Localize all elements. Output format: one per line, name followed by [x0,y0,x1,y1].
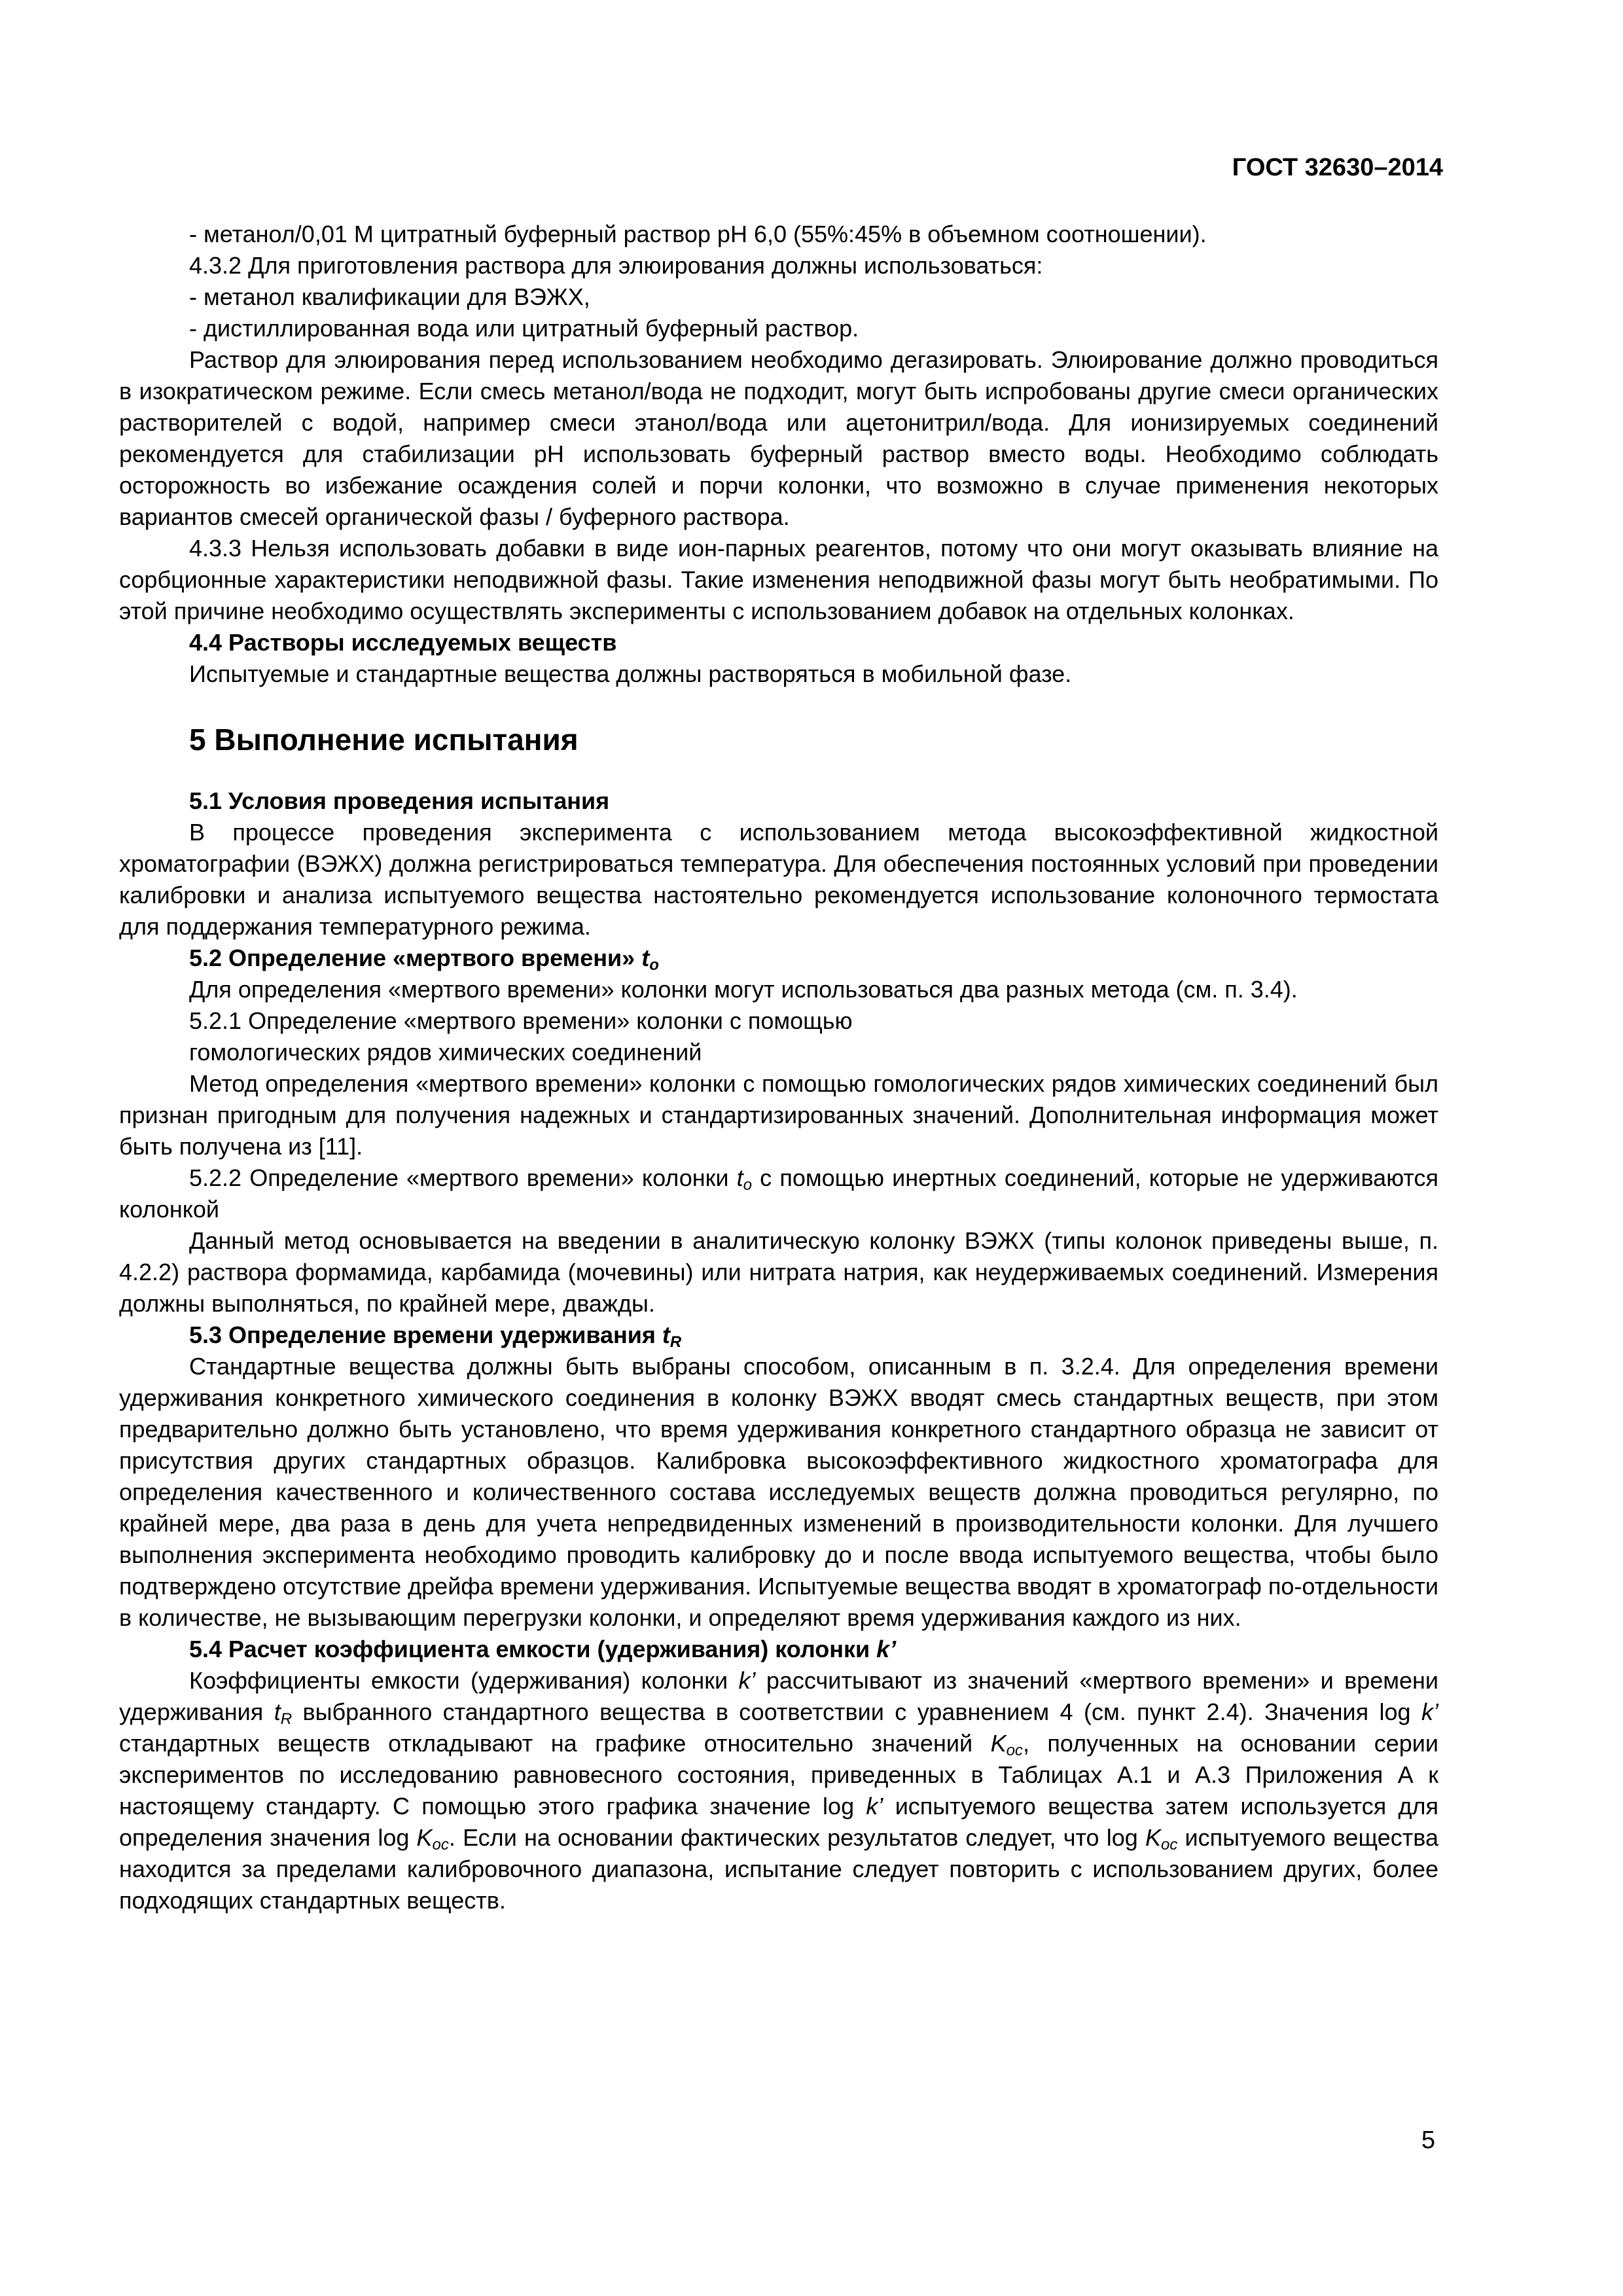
section-heading: 5 Выполнение испытания [189,723,579,757]
subsection-heading: 5.3 Определение времени удерживания $t_R$ [189,1321,682,1351]
paragraph: гомологических рядов химических соединений [189,1039,702,1066]
paragraph: 4.3.2 Для приготовления раствора для элюирования должны использоваться: [189,252,1043,279]
paragraph: 5.2.1 Определение «мертвого времени» колонки с помощью [189,1007,853,1034]
paragraph: Для определения «мертвого времени» колонки могут использоваться два разных метода (см. п. 3.4). [189,976,1298,1003]
paragraph: 5.2.2 Определение «мертвого времени» колонки $t_o$ с помощью инертных соединений, которые не удерживаются колонкой [119,1164,1438,1223]
paragraph: Данный метод основывается на введении в аналитическую колонку ВЭЖХ (типы колонок приведены выше, п. 4.2.2) раствора формамида, карбамида (мочевины) или нитрата натрия, как неудерживаемых соединений. Измерения должны выполняться, по крайней мере, дважды. [119,1227,1438,1317]
paragraph: Метод определения «мертвого времени» колонки с помощью гомологических рядов химических соединений был признан пригодным для получения надежных и стандартизированных значений. Дополнительная информация может быть получена из [11]. [119,1070,1438,1160]
list-item: - дистиллированная вода или цитратный буферный раствор. [189,315,859,342]
paragraph: Стандартные вещества должны быть выбраны способом, описанным в п. 3.2.4. Для определения времени удерживания конкретного химического соединения в колонку ВЭЖХ вводят смесь стандартных веществ, при этом предварительно должно быть установлено, что время удерживания конкретного стандартного образца не зависит от присутствия других стандартных образцов. Калибровка высокоэффективного жидкостного хроматографа для определения качественного и количественного состава исследуемых веществ должна проводиться регулярно, по крайней мере, два раза в день для учета непредвиденных изменений в производительности колонки. Для лучшего выполнения эксперимента необходимо проводить калибровку до и после ввода испытуемого вещества, чтобы было подтверждено отсутствие дрейфа времени удерживания. Испытуемые вещества вводят в хроматограф по-отдельности в количестве, не вызывающим перегрузки колонки, и определяют время удерживания каждого из них. [119,1353,1438,1631]
paragraph: 4.3.3 Нельзя использовать добавки в виде ион-парных реагентов, потому что они могут оказывать влияние на сорбционные характеристики неподвижной фазы. Такие изменения неподвижной фазы могут быть необратимыми. По этой причине необходимо осуществлять эксперименты с использованием добавок на отдельных колонках. [119,535,1438,624]
subsection-heading: 4.4 Растворы исследуемых веществ [189,629,617,656]
paragraph: - метанол/0,01 М цитратный буферный раствор pH 6,0 (55%:45% в объемном соотношении). [189,221,1207,247]
paragraph: В процессе проведения эксперимента с использованием метода высокоэффективной жидкостной хроматографии (ВЭЖХ) должна регистрироваться температура. Для обеспечения постоянных условий при проведении калибровки и анализа испытуемого вещества настоятельно рекомендуется использование колоночного термостата для поддержания температурного режима. [119,819,1438,940]
subsection-heading: 5.2 Определение «мертвого времени» $t_o$ [189,944,659,974]
page-number: 5 [1421,2126,1435,2154]
paragraph: Раствор для элюирования перед использованием необходимо дегазировать. Элюирование должно проводиться в изократическом режиме. Если смесь метанол/вода не подходит, могут быть испробованы другие смеси органических растворителей с водой, например смеси этанол/вода или ацетонитрил/вода. Для ионизируемых соединений рекомендуется для стабилизации pH использовать буферный раствор вместо воды. Необходимо соблюдать осторожность во избежание осаждения солей и порчи колонки, что возможно в случае применения некоторых вариантов смесей органической фазы / буферного раствора. [119,346,1438,530]
list-item: - метанол квалификации для ВЭЖХ, [189,283,590,310]
subsection-heading: 5.1 Условия проведения испытания [189,787,610,814]
paragraph: Коэффициенты емкости (удерживания) колонки k’ рассчитывают из значений «мертвого времени» и времени удерживания $t_R$ выбранного стандартного вещества в соответствии с уравнением 4 (см. пункт 2.4). Значения log k’ стандартных веществ откладывают на графике относительно значений $K_{oc}$, полученных на основании серии экспериментов по исследованию равновесного состояния, приведенных в Таблицах А.1 и А.3 Приложения А к настоящему стандарту. С помощью этого графика значение log k’ испытуемого вещества затем используется для определения значения $\log K_{oc}$. Если на основании фактических результатов следует, что $\log K_{oc}$ испытуемого вещества находится за пределами калибровочного диапазона, испытание следует повторить с использованием других, более подходящих стандартных веществ. [119,1667,1439,1914]
subsection-heading: 5.4 Расчет коэффициента емкости (удерживания) колонки k’ [189,1636,897,1662]
document-body [119,219,1438,1916]
paragraph: Испытуемые и стандартные вещества должны растворяться в мобильной фазе. [189,660,1072,687]
document-id-header: ГОСТ 32630–2014 [1232,154,1443,181]
